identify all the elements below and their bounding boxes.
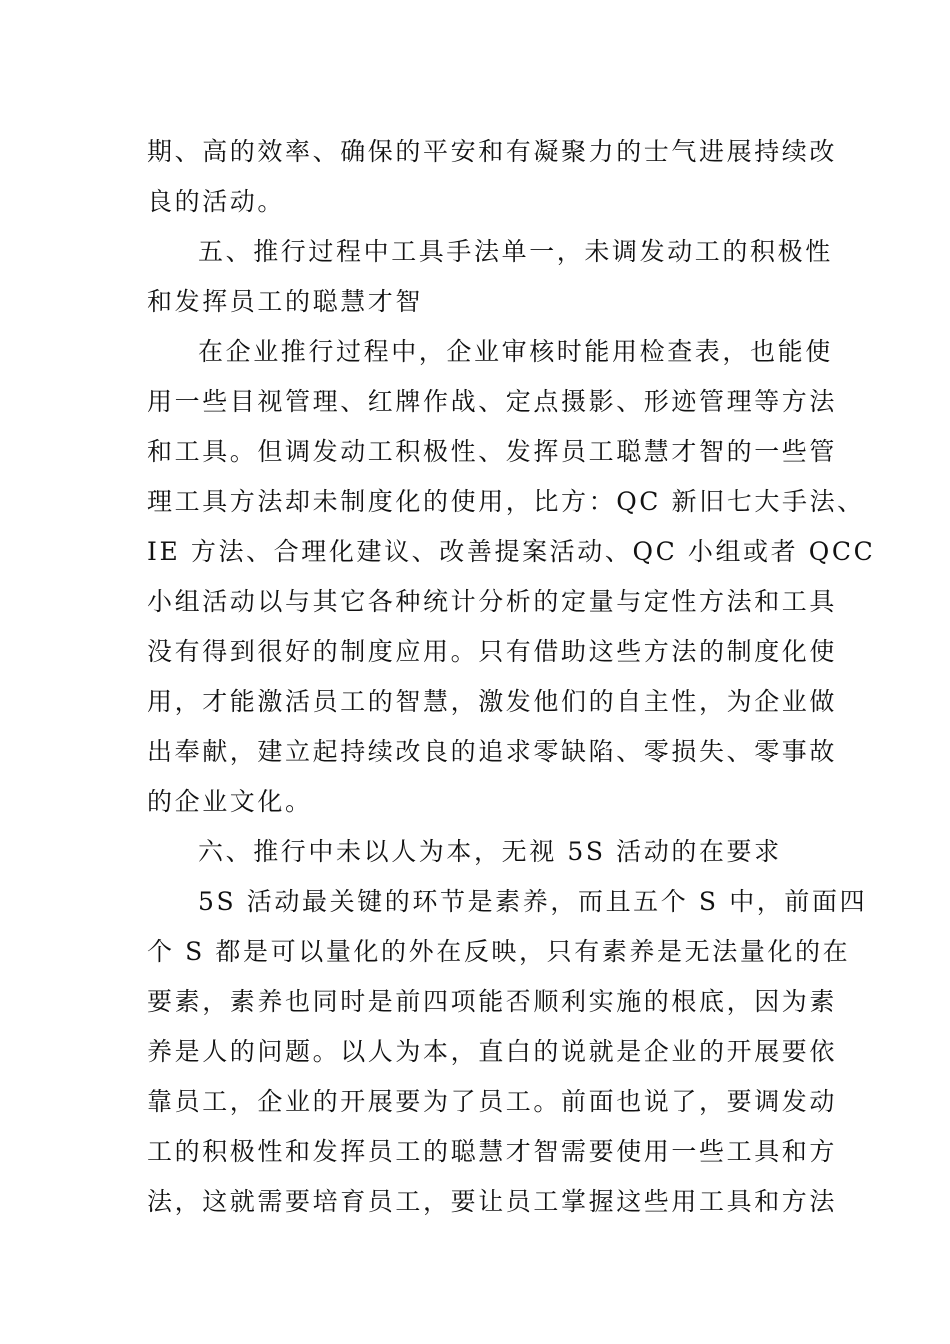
text-line: IE 方法、合理化建议、改善提案活动、QC 小组或者 QCC (147, 537, 876, 566)
text-line: 工的积极性和发挥员工的聪慧才智需要使用一些工具和方 (147, 1137, 838, 1166)
text-line: 良的活动。 (147, 187, 286, 216)
text-line: 法，这就需要培育员工，要让员工掌握这些用工具和方法 (147, 1187, 838, 1216)
section-heading-five-cont: 和发挥员工的聪慧才智 (147, 287, 424, 316)
text-line: 要素，素养也同时是前四项能否顺利实施的根底，因为素 (147, 987, 838, 1016)
section-heading-six: 六、推行中未以人为本，无视 5S 活动的在要求 (198, 837, 782, 866)
text-line: 个 S 都是可以量化的外在反映，只有素养是无法量化的在 (147, 937, 851, 966)
text-line: 出奉献，建立起持续改良的追求零缺陷、零损失、零事故 (147, 737, 838, 766)
text-line: 用一些目视管理、红牌作战、定点摄影、形迹管理等方法 (147, 387, 838, 416)
text-line: 理工具方法却未制度化的使用，比方：QC 新旧七大手法、 (147, 487, 865, 516)
text-line: 用，才能激活员工的智慧，激发他们的自主性，为企业做 (147, 687, 838, 716)
text-line: 和工具。但调发动工积极性、发挥员工聪慧才智的一些管 (147, 437, 838, 466)
text-line: 在企业推行过程中，企业审核时能用检查表，也能使 (198, 337, 833, 366)
text-line: 5S 活动最关键的环节是素养，而且五个 S 中，前面四 (198, 887, 868, 916)
text-line: 小组活动以与其它各种统计分析的定量与定性方法和工具 (147, 587, 838, 616)
text-line: 没有得到很好的制度应用。只有借助这些方法的制度化使 (147, 637, 838, 666)
text-line: 靠员工，企业的开展要为了员工。前面也说了，要调发动 (147, 1087, 838, 1116)
section-heading-five: 五、推行过程中工具手法单一，未调发动工的积极性 (198, 237, 833, 266)
text-line: 期、高的效率、确保的平安和有凝聚力的士气进展持续改 (147, 137, 838, 166)
text-line: 养是人的问题。以人为本，直白的说就是企业的开展要依 (147, 1037, 838, 1066)
text-line: 的企业文化。 (147, 787, 313, 816)
